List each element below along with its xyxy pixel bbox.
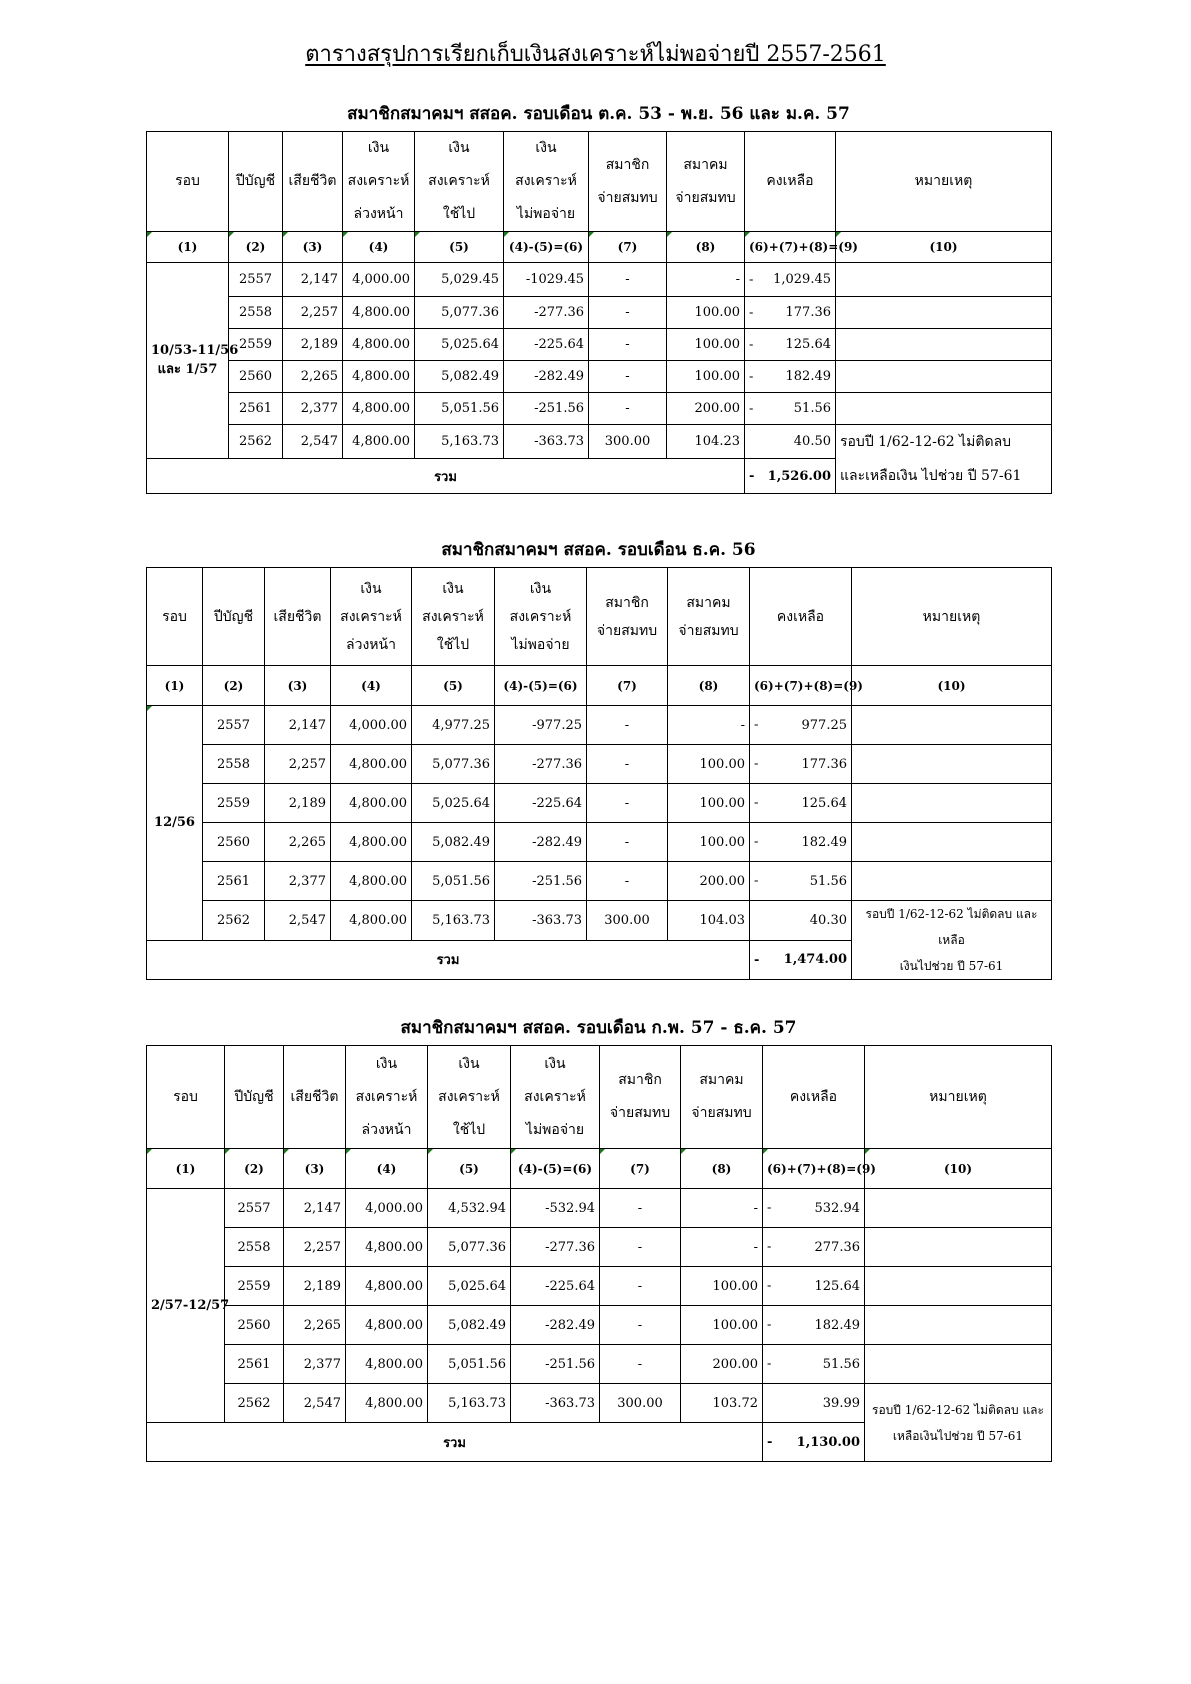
shortfall-cell: -282.49	[504, 361, 589, 393]
year-cell: 2557	[229, 263, 283, 297]
header-balance: คงเหลือ	[750, 568, 852, 666]
colnum: (7)	[600, 1149, 681, 1189]
used-cell: 5,025.64	[415, 329, 504, 361]
advance-cell: 4,800.00	[331, 823, 412, 862]
header-remark: หมายเหตุ	[852, 568, 1052, 666]
remark-cell	[836, 393, 1052, 425]
remark-cell	[865, 1267, 1052, 1306]
advance-cell: 4,800.00	[343, 393, 415, 425]
colnum: (6)+(7)+(8)=(9)	[745, 232, 836, 263]
advance-cell: 4,000.00	[343, 263, 415, 297]
header-used: เงิน สงเคราะห์ ใช้ไป	[415, 132, 504, 232]
used-cell: 5,163.73	[415, 425, 504, 459]
header-balance: คงเหลือ	[763, 1046, 865, 1149]
assoc-pay-cell: 100.00	[681, 1306, 763, 1345]
table-row	[147, 1267, 1052, 1306]
advance-cell: 4,800.00	[343, 329, 415, 361]
header-shortfall: เงิน สงเคราะห์ ไม่พอจ่าย	[495, 568, 587, 666]
year-cell: 2560	[203, 823, 265, 862]
header-remark: หมายเหตุ	[836, 132, 1052, 232]
page-title: ตารางสรุปการเรียกเก็บเงินสงเคราะห์ไม่พอจ่ายปี 2557-2561	[305, 42, 886, 67]
table-row	[147, 901, 1052, 941]
member-pay-cell: -	[589, 361, 667, 393]
assoc-pay-cell: 100.00	[667, 297, 745, 329]
balance-cell: - 977.25	[750, 706, 852, 745]
colnum: (10)	[852, 666, 1052, 706]
shortfall-cell: -363.73	[495, 901, 587, 941]
deaths-cell: 2,189	[283, 329, 343, 361]
header-assoc-pay: สมาคม จ่ายสมทบ	[668, 568, 750, 666]
section-title: สมาชิกสมาคมฯ สสอค. รอบเดือน ต.ค. 53 - พ.ย. 56 และ ม.ค. 57	[347, 104, 850, 124]
advance-cell: 4,800.00	[331, 745, 412, 784]
shortfall-cell: -282.49	[495, 823, 587, 862]
balance-cell: - 125.64	[763, 1267, 865, 1306]
table-row	[147, 393, 1052, 425]
balance-cell: - 277.36	[763, 1228, 865, 1267]
header-used: เงิน สงเคราะห์ ใช้ไป	[412, 568, 495, 666]
colnum: (2)	[225, 1149, 284, 1189]
table-row	[147, 1228, 1052, 1267]
header-advance: เงิน สงเคราะห์ ล่วงหน้า	[331, 568, 412, 666]
table-row	[147, 1384, 1052, 1423]
member-pay-cell: -	[600, 1345, 681, 1384]
assoc-pay-cell: 104.23	[667, 425, 745, 459]
year-cell: 2559	[229, 329, 283, 361]
year-cell: 2557	[203, 706, 265, 745]
balance-cell: - 125.64	[750, 784, 852, 823]
year-cell: 2560	[229, 361, 283, 393]
remark-cell	[852, 862, 1052, 901]
table-row	[147, 823, 1052, 862]
colnum: (7)	[589, 232, 667, 263]
colnum: (6)+(7)+(8)=(9)	[763, 1149, 865, 1189]
deaths-cell: 2,547	[284, 1384, 346, 1423]
remark-cell	[865, 1189, 1052, 1228]
deaths-cell: 2,147	[283, 263, 343, 297]
total-label: รวม	[147, 459, 745, 494]
remark-cell: รอบปี 1/62-12-62 ไม่ติดลบ และ เหลือเงินไปช่วย ปี 57-61	[865, 1384, 1052, 1462]
total-label: รวม	[147, 940, 750, 980]
colnum: (4)	[331, 666, 412, 706]
balance-cell: - 51.56	[750, 862, 852, 901]
section-title: สมาชิกสมาคมฯ สสอค. รอบเดือน ธ.ค. 56	[441, 540, 756, 560]
remark-cell	[836, 329, 1052, 361]
colnum: (4)-(5)=(6)	[511, 1149, 600, 1189]
shortfall-cell: -363.73	[511, 1384, 600, 1423]
assoc-pay-cell: 100.00	[667, 329, 745, 361]
year-cell: 2561	[229, 393, 283, 425]
advance-cell: 4,800.00	[331, 862, 412, 901]
advance-cell: 4,000.00	[331, 706, 412, 745]
deaths-cell: 2,547	[283, 425, 343, 459]
deaths-cell: 2,189	[284, 1267, 346, 1306]
balance-cell: - 532.94	[763, 1189, 865, 1228]
remark-cell	[865, 1228, 1052, 1267]
shortfall-cell: -282.49	[511, 1306, 600, 1345]
table-row	[147, 263, 1052, 297]
header-deaths: เสียชีวิต	[283, 132, 343, 232]
table-row	[147, 784, 1052, 823]
advance-cell: 4,800.00	[346, 1267, 428, 1306]
header-assoc-pay: สมาคม จ่ายสมทบ	[681, 1046, 763, 1149]
colnum: (7)	[587, 666, 668, 706]
colnum: (1)	[147, 1149, 225, 1189]
balance-cell: - 177.36	[750, 745, 852, 784]
round-cell: 10/53-11/56 และ 1/57	[147, 263, 229, 459]
header-advance: เงิน สงเคราะห์ ล่วงหน้า	[346, 1046, 428, 1149]
assoc-pay-cell: 200.00	[667, 393, 745, 425]
used-cell: 5,082.49	[415, 361, 504, 393]
shortfall-cell: -277.36	[504, 297, 589, 329]
remark-cell	[852, 745, 1052, 784]
header-advance: เงิน สงเคราะห์ ล่วงหน้า	[343, 132, 415, 232]
remark-cell	[852, 784, 1052, 823]
shortfall-cell: -363.73	[504, 425, 589, 459]
round-cell: 12/56	[147, 706, 203, 941]
round-cell: 2/57-12/57	[147, 1189, 225, 1423]
colnum: (8)	[681, 1149, 763, 1189]
used-cell: 5,051.56	[412, 862, 495, 901]
used-cell: 5,082.49	[412, 823, 495, 862]
table-row	[147, 862, 1052, 901]
colnum: (5)	[428, 1149, 511, 1189]
colnum: (8)	[667, 232, 745, 263]
header-balance: คงเหลือ	[745, 132, 836, 232]
deaths-cell: 2,265	[284, 1306, 346, 1345]
balance-cell: - 182.49	[745, 361, 836, 393]
assoc-pay-cell: 100.00	[668, 823, 750, 862]
used-cell: 4,977.25	[412, 706, 495, 745]
colnum: (1)	[147, 232, 229, 263]
total-row	[147, 459, 1052, 494]
assoc-pay-cell: -	[681, 1189, 763, 1228]
used-cell: 5,025.64	[412, 784, 495, 823]
member-pay-cell: 300.00	[587, 901, 668, 941]
year-cell: 2559	[203, 784, 265, 823]
total-label: รวม	[147, 1423, 763, 1462]
shortfall-cell: -532.94	[511, 1189, 600, 1228]
year-cell: 2561	[203, 862, 265, 901]
header-assoc-pay: สมาคม จ่ายสมทบ	[667, 132, 745, 232]
colnum: (4)-(5)=(6)	[504, 232, 589, 263]
member-pay-cell: -	[587, 823, 668, 862]
colnum: (8)	[668, 666, 750, 706]
total-value: - 1,474.00	[750, 940, 852, 980]
deaths-cell: 2,377	[283, 393, 343, 425]
table-row	[147, 425, 1052, 459]
colnum: (4)	[346, 1149, 428, 1189]
balance-cell: 40.30	[750, 901, 852, 941]
header-used: เงิน สงเคราะห์ ใช้ไป	[428, 1046, 511, 1149]
colnum: (5)	[415, 232, 504, 263]
advance-cell: 4,800.00	[346, 1384, 428, 1423]
header-year: ปีบัญชี	[225, 1046, 284, 1149]
used-cell: 5,163.73	[412, 901, 495, 941]
shortfall-cell: -225.64	[511, 1267, 600, 1306]
header-member-pay: สมาชิก จ่ายสมทบ	[600, 1046, 681, 1149]
colnum: (3)	[283, 232, 343, 263]
table-row	[147, 1306, 1052, 1345]
year-cell: 2561	[225, 1345, 284, 1384]
balance-cell: - 177.36	[745, 297, 836, 329]
colnum: (2)	[229, 232, 283, 263]
advance-cell: 4,800.00	[346, 1306, 428, 1345]
deaths-cell: 2,257	[265, 745, 331, 784]
used-cell: 4,532.94	[428, 1189, 511, 1228]
deaths-cell: 2,257	[283, 297, 343, 329]
advance-cell: 4,800.00	[331, 901, 412, 941]
member-pay-cell: -	[589, 297, 667, 329]
used-cell: 5,051.56	[428, 1345, 511, 1384]
summary-table	[146, 131, 1052, 494]
table-row	[147, 329, 1052, 361]
shortfall-cell: -225.64	[495, 784, 587, 823]
remark-cell	[836, 297, 1052, 329]
colnum: (4)-(5)=(6)	[495, 666, 587, 706]
used-cell: 5,051.56	[415, 393, 504, 425]
colnum: (2)	[203, 666, 265, 706]
colnum: (5)	[412, 666, 495, 706]
member-pay-cell: 300.00	[600, 1384, 681, 1423]
advance-cell: 4,800.00	[343, 425, 415, 459]
summary-table	[146, 567, 1052, 980]
year-cell: 2558	[203, 745, 265, 784]
deaths-cell: 2,377	[265, 862, 331, 901]
balance-cell: - 1,029.45	[745, 263, 836, 297]
remark-cell	[852, 706, 1052, 745]
member-pay-cell: -	[587, 745, 668, 784]
balance-cell: - 182.49	[750, 823, 852, 862]
deaths-cell: 2,265	[283, 361, 343, 393]
balance-cell: 40.50	[745, 425, 836, 459]
year-cell: 2560	[225, 1306, 284, 1345]
remark-cell	[836, 263, 1052, 297]
member-pay-cell: -	[587, 862, 668, 901]
used-cell: 5,077.36	[412, 745, 495, 784]
header-shortfall: เงิน สงเคราะห์ ไม่พอจ่าย	[504, 132, 589, 232]
used-cell: 5,163.73	[428, 1384, 511, 1423]
shortfall-cell: -251.56	[511, 1345, 600, 1384]
header-round: รอบ	[147, 1046, 225, 1149]
member-pay-cell: -	[589, 393, 667, 425]
advance-cell: 4,800.00	[331, 784, 412, 823]
header-round: รอบ	[147, 568, 203, 666]
header-remark: หมายเหตุ	[865, 1046, 1052, 1149]
table-row	[147, 1189, 1052, 1228]
colnum: (1)	[147, 666, 203, 706]
colnum: (6)+(7)+(8)=(9)	[750, 666, 852, 706]
shortfall-cell: -225.64	[504, 329, 589, 361]
deaths-cell: 2,147	[265, 706, 331, 745]
year-cell: 2562	[203, 901, 265, 941]
used-cell: 5,077.36	[415, 297, 504, 329]
assoc-pay-cell: 100.00	[668, 745, 750, 784]
remark-cell: รอบปี 1/62-12-62 ไม่ติดลบ	[836, 425, 1052, 459]
table-row	[147, 706, 1052, 745]
header-deaths: เสียชีวิต	[265, 568, 331, 666]
assoc-pay-cell: 100.00	[681, 1267, 763, 1306]
balance-cell: - 51.56	[745, 393, 836, 425]
remark-cell: รอบปี 1/62-12-62 ไม่ติดลบ และเหลือ เงินไปช่วย ปี 57-61	[852, 901, 1052, 980]
header-year: ปีบัญชี	[203, 568, 265, 666]
shortfall-cell: -277.36	[495, 745, 587, 784]
advance-cell: 4,800.00	[346, 1345, 428, 1384]
assoc-pay-cell: 200.00	[668, 862, 750, 901]
header-round: รอบ	[147, 132, 229, 232]
year-cell: 2562	[229, 425, 283, 459]
colnum: (10)	[836, 232, 1052, 263]
colnum: (3)	[265, 666, 331, 706]
year-cell: 2557	[225, 1189, 284, 1228]
used-cell: 5,029.45	[415, 263, 504, 297]
year-cell: 2559	[225, 1267, 284, 1306]
deaths-cell: 2,147	[284, 1189, 346, 1228]
balance-cell: - 125.64	[745, 329, 836, 361]
year-cell: 2558	[225, 1228, 284, 1267]
used-cell: 5,077.36	[428, 1228, 511, 1267]
colnum: (3)	[284, 1149, 346, 1189]
member-pay-cell: -	[589, 263, 667, 297]
remark-cell	[865, 1345, 1052, 1384]
colnum: (4)	[343, 232, 415, 263]
total-value: - 1,130.00	[763, 1423, 865, 1462]
assoc-pay-cell: -	[667, 263, 745, 297]
used-cell: 5,025.64	[428, 1267, 511, 1306]
member-pay-cell: -	[600, 1267, 681, 1306]
balance-cell: - 182.49	[763, 1306, 865, 1345]
remark-cell	[865, 1306, 1052, 1345]
assoc-pay-cell: 103.72	[681, 1384, 763, 1423]
table-row	[147, 361, 1052, 393]
shortfall-cell: -251.56	[504, 393, 589, 425]
advance-cell: 4,800.00	[346, 1228, 428, 1267]
assoc-pay-cell: -	[668, 706, 750, 745]
member-pay-cell: -	[600, 1189, 681, 1228]
header-member-pay: สมาชิก จ่ายสมทบ	[589, 132, 667, 232]
advance-cell: 4,800.00	[343, 361, 415, 393]
advance-cell: 4,800.00	[343, 297, 415, 329]
shortfall-cell: -977.25	[495, 706, 587, 745]
table-row	[147, 297, 1052, 329]
header-shortfall: เงิน สงเคราะห์ ไม่พอจ่าย	[511, 1046, 600, 1149]
header-deaths: เสียชีวิต	[284, 1046, 346, 1149]
shortfall-cell: -277.36	[511, 1228, 600, 1267]
deaths-cell: 2,265	[265, 823, 331, 862]
deaths-cell: 2,257	[284, 1228, 346, 1267]
assoc-pay-cell: 100.00	[668, 784, 750, 823]
summary-table	[146, 1045, 1052, 1462]
remark-cell	[836, 361, 1052, 393]
member-pay-cell: -	[589, 329, 667, 361]
member-pay-cell: -	[587, 706, 668, 745]
shortfall-cell: -251.56	[495, 862, 587, 901]
deaths-cell: 2,377	[284, 1345, 346, 1384]
member-pay-cell: -	[600, 1306, 681, 1345]
balance-cell: 39.99	[763, 1384, 865, 1423]
member-pay-cell: -	[600, 1228, 681, 1267]
advance-cell: 4,000.00	[346, 1189, 428, 1228]
shortfall-cell: -1029.45	[504, 263, 589, 297]
header-member-pay: สมาชิก จ่ายสมทบ	[587, 568, 668, 666]
table-row	[147, 745, 1052, 784]
year-cell: 2558	[229, 297, 283, 329]
section-title: สมาชิกสมาคมฯ สสอค. รอบเดือน ก.พ. 57 - ธ.ค. 57	[400, 1018, 797, 1038]
assoc-pay-cell: 104.03	[668, 901, 750, 941]
assoc-pay-cell: -	[681, 1228, 763, 1267]
remark-cell	[852, 823, 1052, 862]
year-cell: 2562	[225, 1384, 284, 1423]
header-year: ปีบัญชี	[229, 132, 283, 232]
remark-cell: และเหลือเงิน ไปช่วย ปี 57-61	[836, 459, 1052, 494]
deaths-cell: 2,189	[265, 784, 331, 823]
deaths-cell: 2,547	[265, 901, 331, 941]
member-pay-cell: -	[587, 784, 668, 823]
assoc-pay-cell: 200.00	[681, 1345, 763, 1384]
used-cell: 5,082.49	[428, 1306, 511, 1345]
assoc-pay-cell: 100.00	[667, 361, 745, 393]
colnum: (10)	[865, 1149, 1052, 1189]
balance-cell: - 51.56	[763, 1345, 865, 1384]
member-pay-cell: 300.00	[589, 425, 667, 459]
total-value: - 1,526.00	[745, 459, 836, 494]
table-row	[147, 1345, 1052, 1384]
